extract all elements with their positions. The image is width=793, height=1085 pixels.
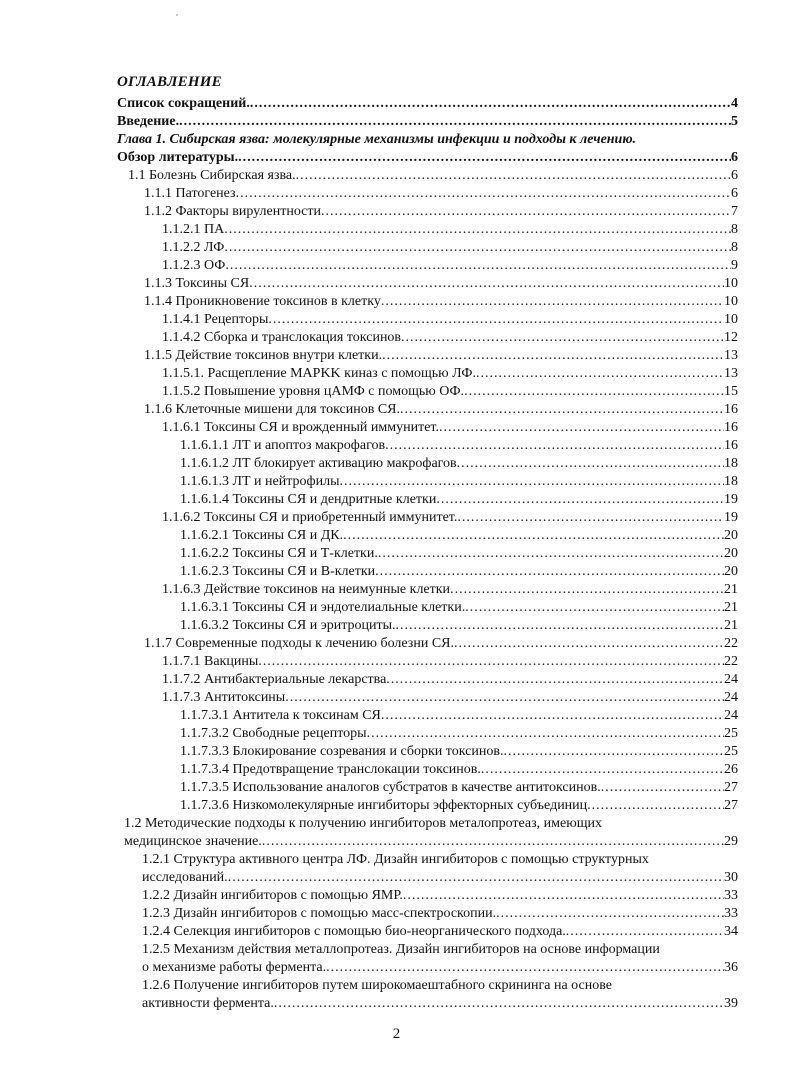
toc-entry-page: 19 [724, 510, 738, 525]
toc-entry[interactable] [124, 833, 738, 851]
toc-entry-title: активности фермента. [142, 996, 274, 1011]
toc-entry-title: 1.1.7.3.1 Антитела к токсинам СЯ [180, 708, 381, 723]
toc-entry[interactable] [142, 905, 738, 923]
toc-entry[interactable] [180, 617, 738, 635]
toc-entry-title: 1.1.7.3.6 Низкомолекулярные ингибиторы эффекторных субъединиц [180, 798, 588, 813]
toc-entry-title: 1.1.7.3 Антитоксины [162, 690, 286, 705]
toc-entry-title: 1.1.7.3.5 Использование аналогов субстратов в качестве антитоксинов. [180, 780, 601, 795]
toc-entry-page: 9 [731, 258, 738, 273]
toc-entry-title: 1.1.6.2.3 Токсины СЯ и В-клетки [180, 564, 376, 579]
toc-entry[interactable] [162, 509, 738, 527]
toc-entry-page: 30 [724, 870, 738, 885]
toc-entry[interactable] [162, 329, 738, 347]
toc-entry[interactable] [180, 545, 738, 563]
toc-entry-page: 4 [731, 96, 738, 111]
toc-entry-title: 1.1.6.3 Действие токсинов на неимунные клетки [162, 582, 451, 597]
toc-entry[interactable] [180, 563, 738, 581]
toc-entry-page: 24 [724, 690, 738, 705]
toc-entry-page: 34 [724, 924, 738, 939]
toc-entry[interactable] [180, 743, 738, 761]
toc-entry-title: 1.1.4.2 Сборка и транслокация токсинов [162, 330, 402, 345]
toc-entry-page: 36 [724, 960, 738, 975]
toc-entry-page: 24 [724, 672, 738, 687]
toc-heading: ОГЛАВЛЕНИЕ [117, 74, 222, 90]
toc-entry-title: 1.1.6.2.2 Токсины СЯ и Т-клетки. [180, 546, 378, 561]
scan-speck [176, 14, 178, 16]
toc-entry-page: 5 [731, 114, 738, 129]
toc-entry-title: 1.1.2.3 ОФ [162, 258, 226, 273]
toc-entry[interactable] [117, 149, 738, 167]
toc-entry[interactable] [180, 527, 738, 545]
toc-entry-title: 1.1.7.1 Вакцины [162, 654, 259, 669]
toc-entry-title: 1.2.3 Дизайн ингибиторов с помощью масс-спектроскопии. [142, 906, 497, 921]
toc-entry-title: 1.1.6.1.3 ЛТ и нейтрофилы [180, 474, 340, 489]
toc-entry-line1: 1.2.5 Механизм действия металлопротеаз. Дизайн ингибиторов на основе информации [142, 942, 660, 957]
toc-entry-page: 39 [724, 996, 738, 1011]
toc-entry-page: 8 [731, 222, 738, 237]
toc-entry-title: 1.1.2.2 ЛФ [162, 240, 225, 255]
toc-entry-page: 10 [724, 294, 738, 309]
toc-entry-page: 33 [724, 906, 738, 921]
toc-entry-title: 1.1.5.2 Повышение уровня цАМФ с помощью ОФ. [162, 384, 465, 399]
toc-entry-page: 27 [724, 780, 738, 795]
page-number: 2 [392, 1026, 401, 1042]
toc-entry[interactable] [180, 599, 738, 617]
toc-entry-title: 1.1.6.2.1 Токсины СЯ и ДК. [180, 528, 344, 543]
toc-entry-page: 8 [731, 240, 738, 255]
toc-entry-page: 16 [724, 438, 738, 453]
toc-entry-page: 25 [724, 726, 738, 741]
toc-entry-title: 1.1.7.2 Антибактериальные лекарства [162, 672, 387, 687]
toc-entry[interactable] [180, 491, 738, 509]
toc-entry-page: 16 [724, 420, 738, 435]
toc-entry-line1: 1.2.6 Получение ингибиторов путем широкомаештабного скрининга на основе [142, 978, 612, 993]
toc-entry[interactable] [180, 437, 738, 455]
toc-entry-line1: 1.2.1 Структура активного центра ЛФ. Дизайн ингибиторов с помощью структурных [142, 852, 649, 867]
toc-entry[interactable] [180, 707, 738, 725]
toc-entry[interactable] [162, 419, 738, 437]
toc-entry-page: 20 [724, 528, 738, 543]
toc-entry-title: 1.1.6.3.2 Токсины СЯ и эритроциты. [180, 618, 396, 633]
toc-entry-title: 1.1.6.2 Токсины СЯ и приобретенный иммунитет. [162, 510, 458, 525]
toc-entry-page: 20 [724, 546, 738, 561]
toc-entry[interactable] [144, 635, 738, 653]
toc-entry-title: медицинское значение. [124, 834, 262, 849]
toc-entry-title: 1.1.7.3.2 Свободные рецепторы [180, 726, 367, 741]
toc-entry-page: 16 [724, 402, 738, 417]
toc-entry[interactable] [180, 725, 738, 743]
toc-entry[interactable] [142, 869, 738, 887]
toc-entry-title: Введение. [117, 114, 180, 129]
toc-entry-title: Обзор литературы. [117, 150, 239, 165]
toc-entry[interactable] [144, 185, 738, 203]
toc-entry-title: 1.1.4.1 Рецепторы [162, 312, 269, 327]
toc-entry[interactable] [144, 293, 738, 311]
toc-entry-page: 24 [724, 708, 738, 723]
toc-entry-title: 1.1.6.1 Токсины СЯ и врожденный иммунитет. [162, 420, 439, 435]
toc-entry-page: 18 [724, 474, 738, 489]
toc-entry-page: 12 [724, 330, 738, 345]
toc-entry[interactable] [180, 779, 738, 797]
toc-entry[interactable] [180, 455, 738, 473]
toc-entry-title: 1.1.4 Проникновение токсинов в клетку [144, 294, 381, 309]
toc-entry[interactable] [162, 257, 738, 275]
toc-entry-page: 33 [724, 888, 738, 903]
toc-entry-title: 1.1.2.1 ПА [162, 222, 225, 237]
toc-entry[interactable] [180, 473, 738, 491]
toc-entry[interactable] [144, 275, 738, 293]
toc-entry[interactable] [180, 797, 738, 815]
toc-entry[interactable] [162, 221, 738, 239]
toc-entry-title: 1.1.3 Токсины СЯ [144, 276, 250, 291]
toc-entry-page: 21 [724, 618, 738, 633]
toc-entry-page: 25 [724, 744, 738, 759]
toc-entry-page: 26 [724, 762, 738, 777]
toc-entry-title: 1.1.6.1.4 Токсины СЯ и дендритные клетки [180, 492, 437, 507]
toc-entry-line1: Глава 1. Сибирская язва: молекулярные механизмы инфекции и подходы к лечению. [117, 132, 637, 147]
toc-entry[interactable] [162, 689, 738, 707]
toc-entry[interactable] [180, 761, 738, 779]
toc-entry-title: 1.1.7 Современные подходы к лечению болезни СЯ. [144, 636, 454, 651]
toc-entry[interactable] [162, 653, 738, 671]
toc-entry-title: 1.1.1 Патогенез [144, 186, 236, 201]
toc-entry[interactable] [128, 167, 738, 185]
toc-entry-title: Список сокращений. [117, 96, 250, 111]
toc-entry-title: 1.2.2 Дизайн ингибиторов с помощью ЯМР. [142, 888, 403, 903]
toc-entry-title: 1.1.7.3.4 Предотвращение транслокации токсинов. [180, 762, 481, 777]
toc-entry[interactable] [162, 581, 738, 599]
toc-entry[interactable] [144, 401, 738, 419]
toc-entry-page: 18 [724, 456, 738, 471]
toc-entry[interactable] [142, 995, 738, 1013]
toc-entry-page: 7 [731, 204, 738, 219]
toc-entry-page: 27 [724, 798, 738, 813]
toc-entry-title: 1.1.5.1. Расщепление MAPKK киназ с помощью ЛФ. [162, 366, 476, 381]
toc-entry-title: 1.1.5 Действие токсинов внутри клетки. [144, 348, 383, 363]
toc-entry-page: 21 [724, 582, 738, 597]
toc-entry[interactable] [142, 923, 738, 941]
toc-entry-title: 1.1.7.3.3 Блокирование созревания и сборки токсинов. [180, 744, 504, 759]
toc-entry[interactable] [144, 203, 738, 221]
toc-entry-page: 13 [724, 366, 738, 381]
toc-entry-line1: 1.2 Методические подходы к получению ингибиторов металопротеаз, имеющих [124, 816, 602, 831]
toc-entry-title: 1.1 Болезнь Сибирская язва. [128, 168, 296, 183]
toc-entry-page: 22 [724, 654, 738, 669]
toc-entry-page: 10 [724, 276, 738, 291]
toc-entry-title: 1.1.6 Клеточные мишени для токсинов СЯ. [144, 402, 401, 417]
toc-entry-page: 20 [724, 564, 738, 579]
toc-entry[interactable] [162, 671, 738, 689]
toc-entry-title: о механизме работы фермента. [142, 960, 327, 975]
toc-entry-page: 19 [724, 492, 738, 507]
toc-entry-title: исследований. [142, 870, 228, 885]
toc-entry-title: 1.1.6.1.1 ЛТ и апоптоз макрофагов [180, 438, 386, 453]
toc-entry-page: 6 [731, 150, 738, 165]
toc-entry-page: 22 [724, 636, 738, 651]
toc-entry[interactable] [162, 365, 738, 383]
toc-entry-title: 1.2.4 Селекция ингибиторов с помощью био-неорганического подхода. [142, 924, 566, 939]
toc-entry[interactable] [162, 383, 738, 401]
toc-entry-page: 21 [724, 600, 738, 615]
toc-entry[interactable] [117, 113, 738, 131]
toc-entry[interactable] [162, 239, 738, 257]
toc-entry-page: 6 [731, 186, 738, 201]
toc-entry-page: 13 [724, 348, 738, 363]
toc-entry[interactable] [142, 887, 738, 905]
toc-entry-title: 1.1.6.3.1 Токсины СЯ и эндотелиальные клетки. [180, 600, 466, 615]
toc-entry-page: 6 [731, 168, 738, 183]
toc-entry-page: 10 [724, 312, 738, 327]
toc-entry-page: 29 [724, 834, 738, 849]
toc-entry-page: 15 [724, 384, 738, 399]
toc-entry[interactable] [144, 347, 738, 365]
toc-entry[interactable] [162, 311, 738, 329]
toc-entry-title: 1.1.6.1.2 ЛТ блокирует активацию макрофагов [180, 456, 457, 471]
toc-entry[interactable] [117, 95, 738, 113]
toc-entry[interactable] [142, 959, 738, 977]
toc-entry-title: 1.1.2 Факторы вирулентности [144, 204, 322, 219]
